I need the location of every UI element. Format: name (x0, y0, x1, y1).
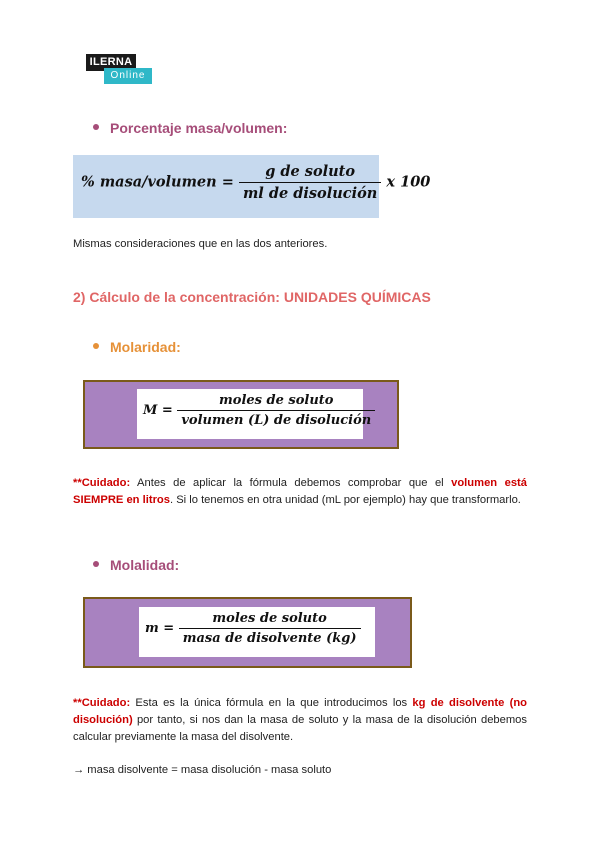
formula-numerator: moles de soluto (179, 611, 361, 629)
warning-prefix: **Cuidado: (73, 477, 131, 489)
formula-masa-volumen (81, 163, 430, 202)
arrow-line: → masa disolvente = masa disolución - masa soluto (73, 764, 332, 776)
formula-molaridad (143, 393, 375, 428)
warning-text: . Si lo tenemos en otra unidad (mL por ejemplo) hay que transformarlo. (169, 494, 521, 506)
bullet-label: Molalidad: (110, 557, 180, 573)
warning-prefix: **Cuidado: (73, 697, 131, 709)
bullet-porcentaje-masa-volumen (93, 120, 287, 136)
note-text: Mismas consideraciones que en las dos anteriores. (73, 238, 328, 250)
formula-lhs: M = (143, 403, 173, 418)
formula-denominator: volumen (L) de disolución (181, 413, 372, 428)
logo-top-text: ILERNA (86, 54, 136, 71)
formula-lhs: m = (145, 621, 175, 636)
warning-molalidad (73, 695, 527, 746)
bullet-label: Porcentaje masa/volumen: (110, 120, 288, 136)
formula-fraction (239, 163, 381, 202)
formula-fraction (177, 393, 375, 428)
formula-box-masa-volumen (73, 155, 431, 218)
bullet-dot-icon (93, 343, 99, 349)
bullet-label: Molaridad: (110, 339, 181, 355)
formula-box-molalidad (83, 597, 412, 668)
warning-highlight: volumen está SIEMPRE en litros (73, 477, 527, 506)
warning-highlight: kg de disolvente (no disolución) (73, 697, 527, 726)
formula-denominator: ml de disolución (242, 185, 378, 202)
bullet-dot-icon (93, 124, 99, 130)
formula-numerator: moles de soluto (177, 393, 375, 411)
formula-fraction (179, 611, 361, 646)
section-heading: 2) Cálculo de la concentración: UNIDADES QUÍMICAS (73, 289, 431, 305)
formula-numerator: g de soluto (239, 163, 381, 183)
formula-lhs: % masa/volumen = (81, 173, 234, 191)
formula-molalidad (145, 611, 361, 646)
formula-panel (139, 607, 375, 657)
bullet-molalidad (93, 557, 179, 573)
warning-text: por tanto, si nos dan la masa de soluto y la masa de la disolución debemos calcular previamente la masa del disolvente. (73, 714, 527, 743)
ilerna-logo (86, 54, 152, 86)
formula-rhs: x 100 (386, 173, 431, 191)
formula-box-molaridad (83, 380, 399, 449)
formula-panel (137, 389, 372, 439)
bullet-molaridad (93, 339, 181, 355)
warning-text: Esta es la única fórmula en la que introducimos los (130, 697, 413, 709)
formula-denominator: masa de disolvente (kg) (182, 631, 357, 646)
warning-molaridad (73, 475, 527, 509)
bullet-dot-icon (93, 561, 99, 567)
logo-bottom-text: Online (104, 68, 152, 84)
warning-text: Antes de aplicar la fórmula debemos comprobar que el (130, 477, 452, 489)
